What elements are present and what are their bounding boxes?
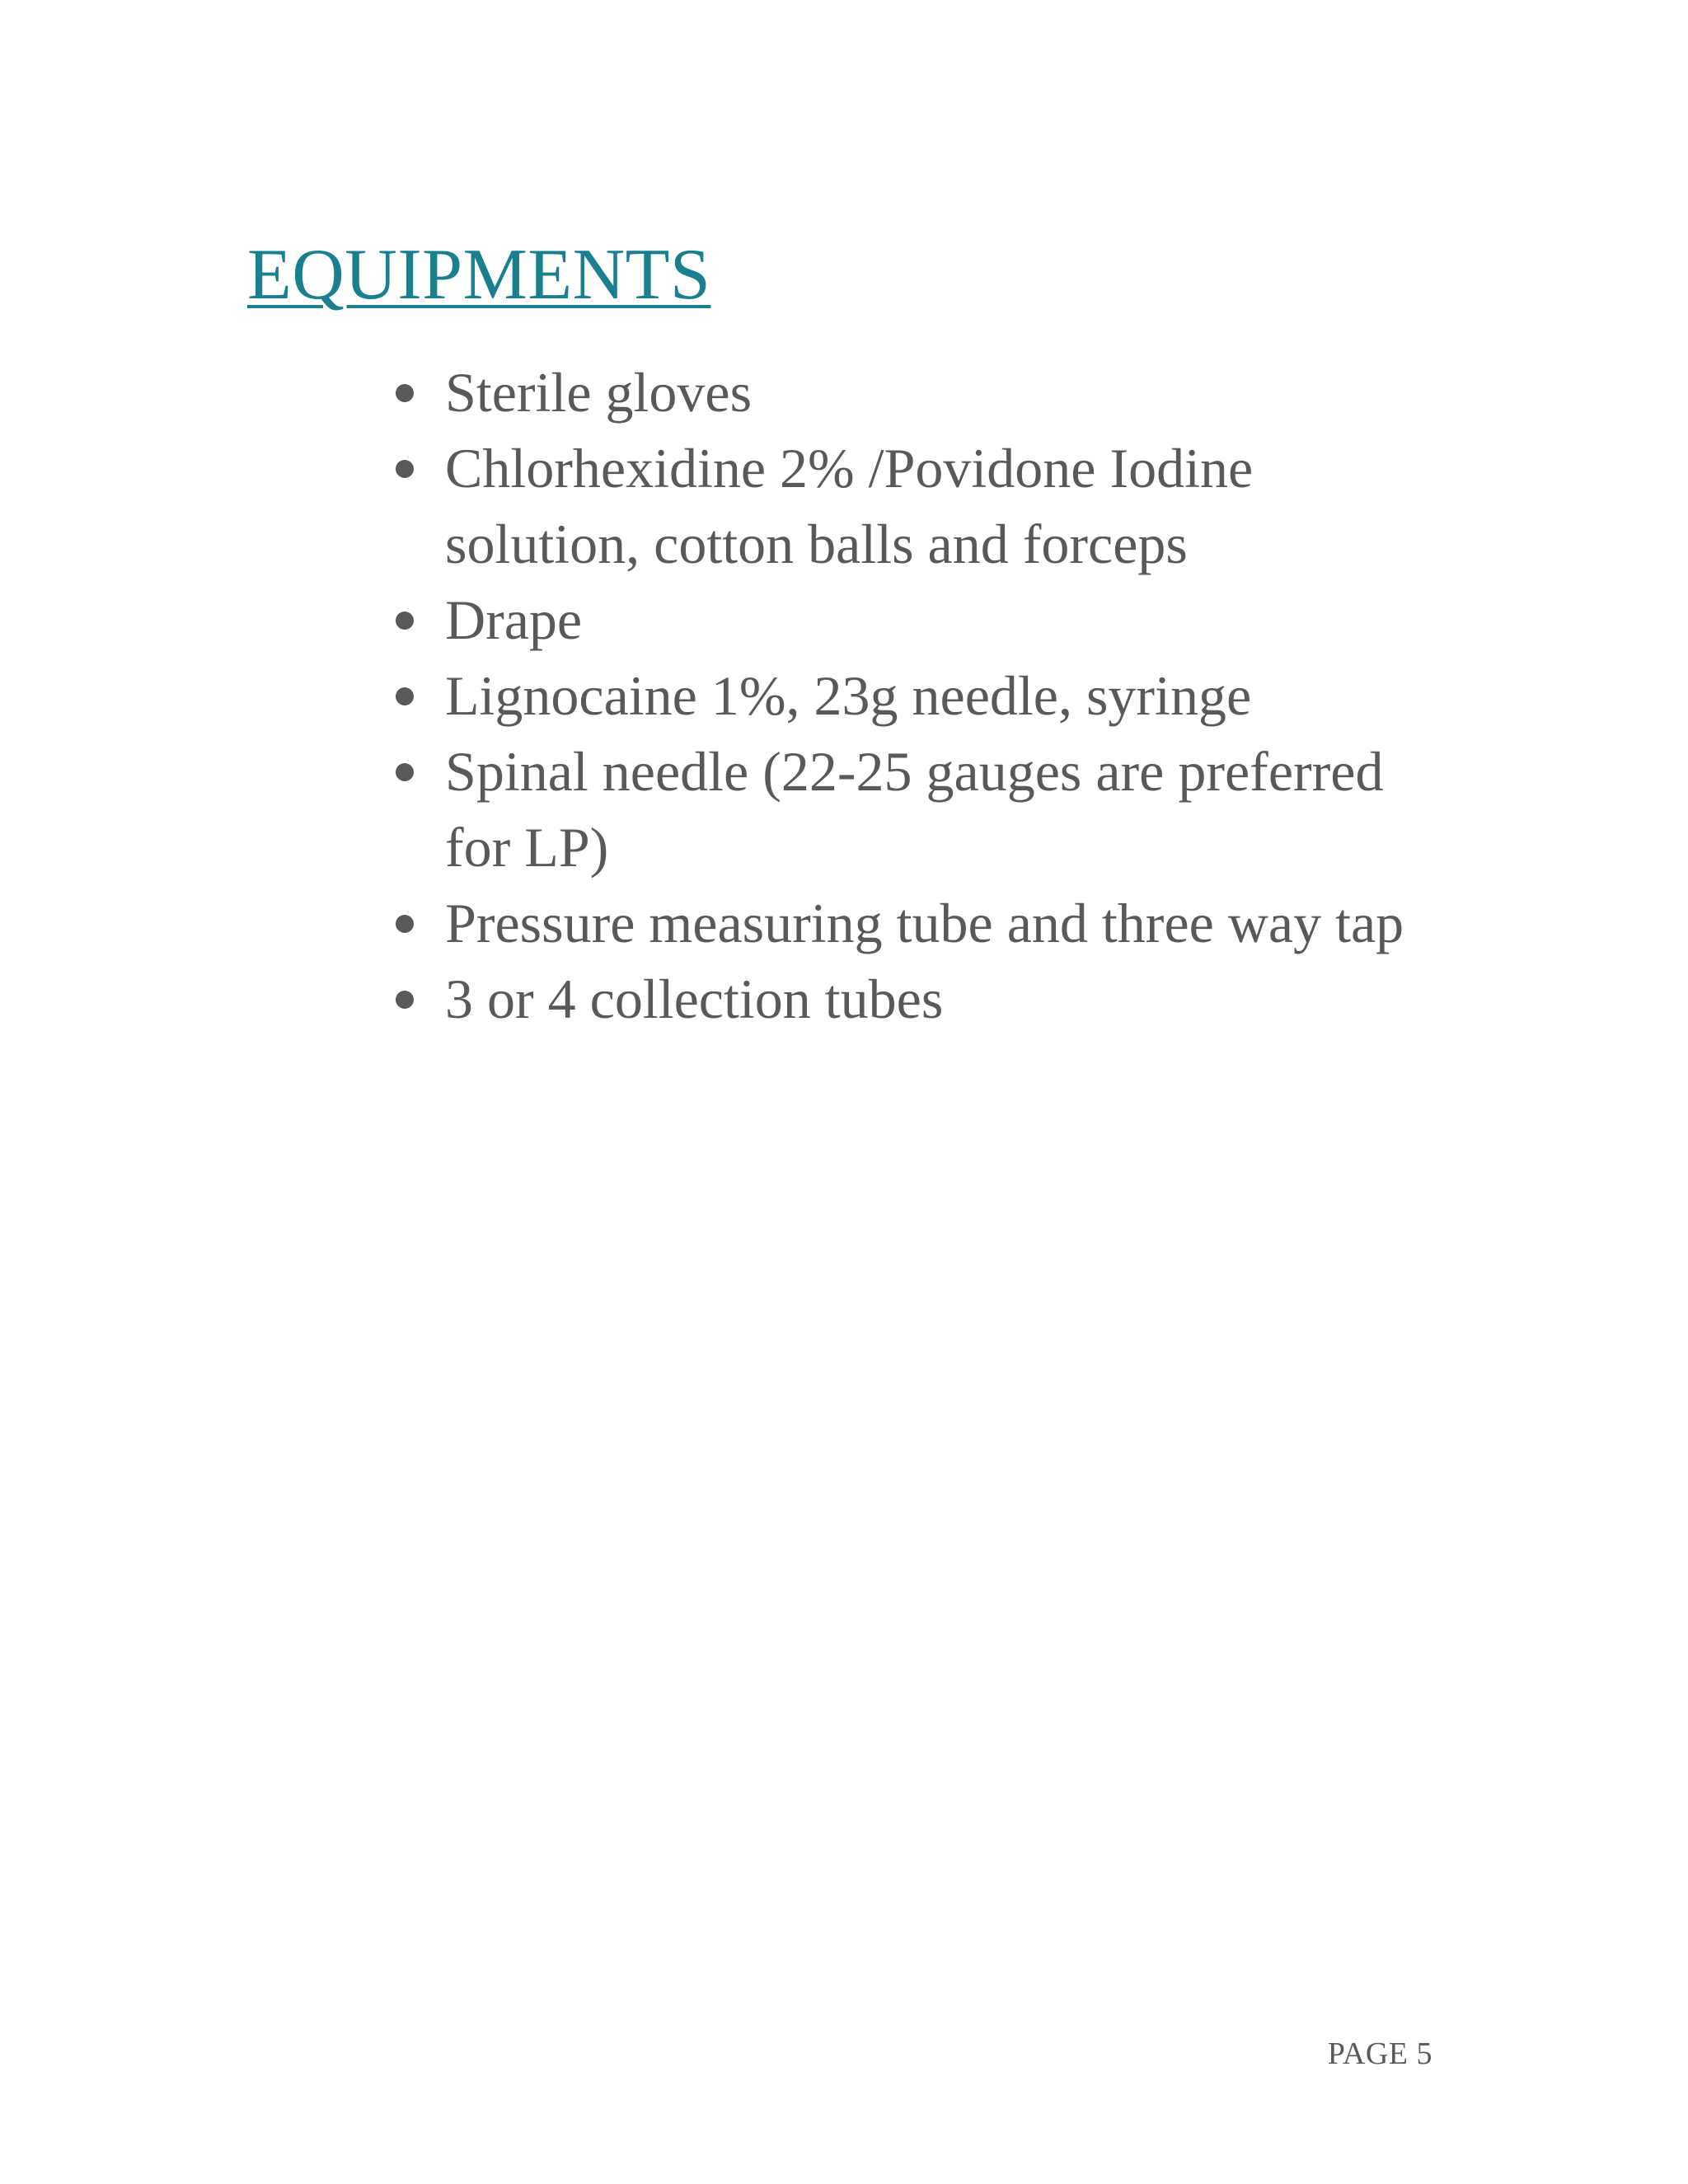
list-item <box>387 658 1459 733</box>
section-heading: EQUIPMENTS <box>247 235 711 315</box>
list-item-text: Chlorhexidine 2% /Povidone Iodine solution, cotton balls and forceps <box>445 437 1254 575</box>
bullet-icon <box>396 991 414 1009</box>
list-item-text: Lignocaine 1%, 23g needle, syringe <box>445 664 1252 727</box>
bullet-icon <box>396 384 414 402</box>
list-item-text: Drape <box>445 588 583 651</box>
list-item-text: Sterile gloves <box>445 361 753 424</box>
equipment-list <box>387 354 1459 1037</box>
list-item <box>387 733 1459 885</box>
list-item-text: 3 or 4 collection tubes <box>445 968 944 1030</box>
list-item-text: Spinal needle (22-25 gauges are preferred for LP) <box>445 740 1384 879</box>
bullet-icon <box>396 612 414 630</box>
bullet-icon <box>396 687 414 705</box>
list-item <box>387 885 1459 961</box>
bullet-icon <box>396 915 414 933</box>
list-item-text: Pressure measuring tube and three way tap <box>445 892 1404 954</box>
page-number: PAGE 5 <box>1327 2036 1432 2071</box>
list-item <box>387 430 1459 582</box>
list-item <box>387 961 1459 1037</box>
bullet-icon <box>396 460 414 478</box>
bullet-icon <box>396 763 414 781</box>
list-item <box>387 354 1459 430</box>
list-item <box>387 582 1459 658</box>
